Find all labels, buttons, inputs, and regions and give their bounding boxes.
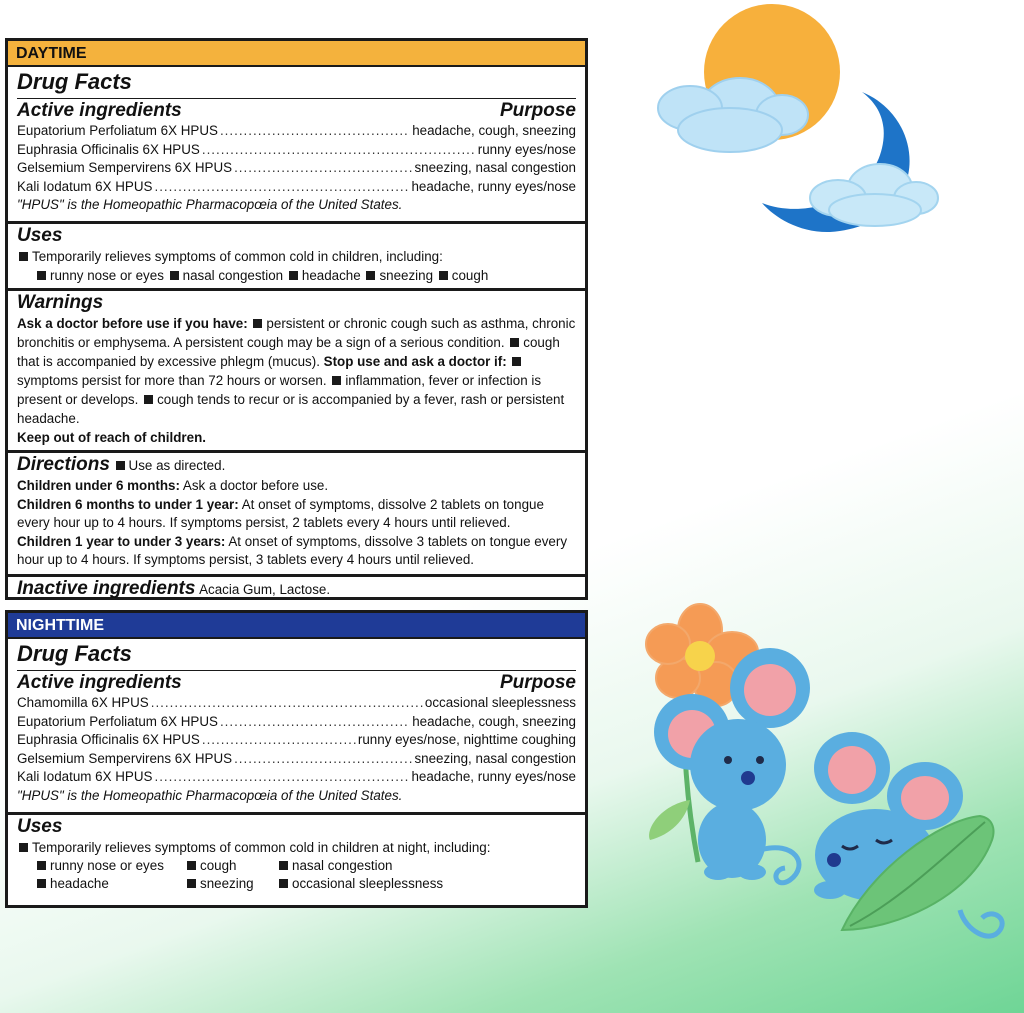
ingredient-row [17, 713, 576, 732]
daytime-warnings-section [8, 291, 585, 453]
uses-intro: Temporarily relieves symptoms of common cold in children at night, including: [32, 839, 491, 855]
leader-dots [220, 122, 410, 141]
ingredient-row [17, 159, 576, 178]
purpose-heading: Purpose [499, 100, 576, 121]
use-item: runny nose or eyes [50, 268, 164, 283]
daytime-inactive-section [8, 577, 585, 603]
ingredient-name: Chamomilla 6X HPUS [17, 695, 149, 710]
use-item [185, 875, 277, 893]
sun-moon-illustration [630, 0, 960, 250]
nighttime-active-header [17, 671, 576, 694]
uses-intro-line [17, 247, 576, 266]
directions-6-months-to-1-year [17, 496, 576, 533]
daytime-label: DAYTIME [8, 41, 585, 67]
daytime-active-section [8, 67, 585, 224]
mice-illustration [620, 600, 1020, 980]
warn-cough-text: cough that is accompanied by excessive phlegm (mucus). [17, 335, 560, 369]
bullet-square-icon [19, 843, 28, 852]
bullet-square-icon [187, 861, 196, 870]
ingredient-purpose: headache, cough, sneezing [412, 123, 576, 138]
bullet-square-icon [366, 271, 375, 280]
ingredient-purpose: sneezing, nasal congestion [414, 750, 576, 766]
ingredient-row [17, 768, 576, 787]
bullet-square-icon [512, 357, 521, 366]
dir-label: Children under 6 months: [17, 478, 180, 493]
ingredient-name: Kali Iodatum 6X HPUS [17, 769, 153, 784]
bullet-square-icon [116, 461, 125, 470]
dir-text: At onset of symptoms, dissolve 2 tablets on tongue every hour up to 4 hours. If symptoms persist, 2 tablets every 4 hours until relieved. [17, 496, 544, 530]
dir-text: At onset of symptoms, dissolve 3 tablets on tongue every hour up to 4 hours. If symptoms persist, 3 tablets every 4 hours until relieved. [17, 533, 568, 567]
bullet-square-icon [37, 271, 46, 280]
uses-intro-line [17, 838, 576, 857]
ingredient-purpose: headache, cough, sneezing [412, 713, 576, 729]
use-item-text: occasional sleeplessness [292, 875, 444, 891]
bullet-square-icon [279, 861, 288, 870]
use-item [185, 857, 277, 875]
warnings-heading: Warnings [17, 292, 104, 313]
daytime-uses-section [8, 224, 585, 291]
bullet-square-icon [37, 879, 46, 888]
dir-label: Children 1 year to under 3 years: [17, 533, 226, 549]
uses-items-line [17, 266, 576, 285]
uses-heading: Uses [17, 815, 63, 837]
leader-dots [234, 750, 412, 769]
ingredient-purpose: headache, runny eyes/nose [411, 178, 576, 194]
inactive-text: Acacia Gum, Lactose. [199, 581, 331, 597]
leader-dots [202, 141, 476, 160]
bullet-square-icon [253, 319, 262, 328]
directions-heading: Directions [17, 454, 110, 475]
daytime-active-header [17, 99, 576, 122]
daytime-directions-section [8, 453, 585, 577]
ingredient-purpose: runny eyes/nose, nighttime coughing [357, 732, 576, 747]
leader-dots [234, 159, 412, 178]
directions-1-to-3-years [17, 533, 576, 570]
purpose-heading: Purpose [499, 672, 576, 693]
leader-dots [220, 713, 410, 732]
warn-stop-item: symptoms persist for more than 72 hours or worsen. [17, 373, 327, 388]
uses-heading: Uses [17, 225, 63, 246]
ingredient-row [17, 694, 576, 713]
sleeping-mouse-icon [814, 732, 1002, 936]
bullet-square-icon [37, 861, 46, 870]
nighttime-title: Drug Facts [17, 639, 576, 671]
ingredient-purpose: sneezing, nasal congestion [414, 160, 576, 175]
nighttime-drug-facts-panel [5, 610, 588, 908]
warn-stop-item: inflammation, fever or infection is present or develops. [17, 373, 542, 407]
bullet-square-icon [170, 271, 179, 280]
active-ingredients-heading: Active ingredients [17, 672, 182, 693]
ingredient-row [17, 141, 576, 160]
ingredient-purpose: occasional sleeplessness [424, 695, 576, 710]
use-item-text: cough [200, 857, 237, 873]
bullet-square-icon [439, 271, 448, 280]
use-item [277, 857, 477, 875]
nighttime-uses-section [8, 815, 585, 893]
inactive-heading: Inactive ingredients [17, 577, 196, 599]
directions-heading-line [17, 453, 576, 477]
warn-stop-item: cough tends to recur or is accompanied by a fever, rash or persistent headache. [17, 392, 565, 426]
bullet-square-icon [289, 271, 298, 280]
ingredient-name: Euphrasia Officinalis 6X HPUS [17, 732, 200, 747]
ingredient-row [17, 178, 576, 197]
bullet-square-icon [510, 338, 519, 347]
dir-text: Ask a doctor before use. [182, 478, 329, 493]
use-item-text: sneezing [200, 875, 254, 891]
ingredient-purpose: runny eyes/nose [477, 141, 576, 157]
warn-ask-label: Ask a doctor before use if you have: [17, 316, 248, 331]
mouse-with-flower-icon [646, 604, 810, 883]
leader-dots [154, 178, 409, 197]
nighttime-label: NIGHTTIME [8, 613, 585, 639]
ingredient-name: Gelsemium Sempervirens 6X HPUS [17, 750, 233, 766]
hpus-note: "HPUS" is the Homeopathic Pharmacopœia of the United States. [17, 197, 403, 212]
use-item: sneezing [379, 268, 434, 283]
ingredient-row [17, 731, 576, 750]
use-item [35, 875, 185, 893]
use-item: headache [301, 268, 361, 283]
ingredient-name: Gelsemium Sempervirens 6X HPUS [17, 160, 233, 175]
use-item-text: runny nose or eyes [50, 857, 164, 873]
use-item: nasal congestion [182, 268, 284, 283]
uses-items-grid [17, 857, 576, 893]
ingredient-row [17, 750, 576, 769]
use-item-text: headache [50, 875, 109, 891]
leader-dots [202, 731, 356, 750]
bullet-square-icon [332, 376, 341, 385]
dir-label: Children 6 months to under 1 year: [17, 496, 239, 512]
leader-dots [151, 694, 423, 713]
bullet-square-icon [19, 252, 28, 261]
ingredient-row [17, 122, 576, 141]
daytime-title: Drug Facts [17, 67, 576, 99]
leader-dots [154, 768, 409, 787]
ingredient-name: Eupatorium Perfoliatum 6X HPUS [17, 123, 218, 138]
nighttime-active-section [8, 639, 585, 815]
bullet-square-icon [144, 395, 153, 404]
ingredient-purpose: headache, runny eyes/nose [411, 769, 576, 784]
directions-use: Use as directed. [128, 458, 226, 473]
directions-under-6-months [17, 477, 576, 496]
bullet-square-icon [279, 879, 288, 888]
use-item [277, 875, 477, 893]
bullet-square-icon [187, 879, 196, 888]
warn-stop-label: Stop use and ask a doctor if: [323, 354, 507, 369]
warn-keep-out: Keep out of reach of children. [17, 430, 206, 445]
ingredient-name: Eupatorium Perfoliatum 6X HPUS [17, 713, 218, 729]
use-item [35, 857, 185, 875]
active-ingredients-heading: Active ingredients [17, 100, 182, 121]
use-item: cough [451, 268, 489, 283]
ingredient-name: Kali Iodatum 6X HPUS [17, 178, 153, 194]
warn-ask-text: persistent or chronic cough such as asthma, chronic bronchitis or emphysema. A persistent cough may be a sign of a serious condition. [17, 316, 576, 350]
ingredient-name: Euphrasia Officinalis 6X HPUS [17, 141, 200, 157]
use-item-text: nasal congestion [292, 857, 393, 873]
hpus-note: "HPUS" is the Homeopathic Pharmacopœia of the United States. [17, 787, 403, 803]
daytime-drug-facts-panel [5, 38, 588, 600]
warnings-text [17, 314, 576, 447]
uses-intro: Temporarily relieves symptoms of common cold in children, including: [32, 249, 443, 264]
